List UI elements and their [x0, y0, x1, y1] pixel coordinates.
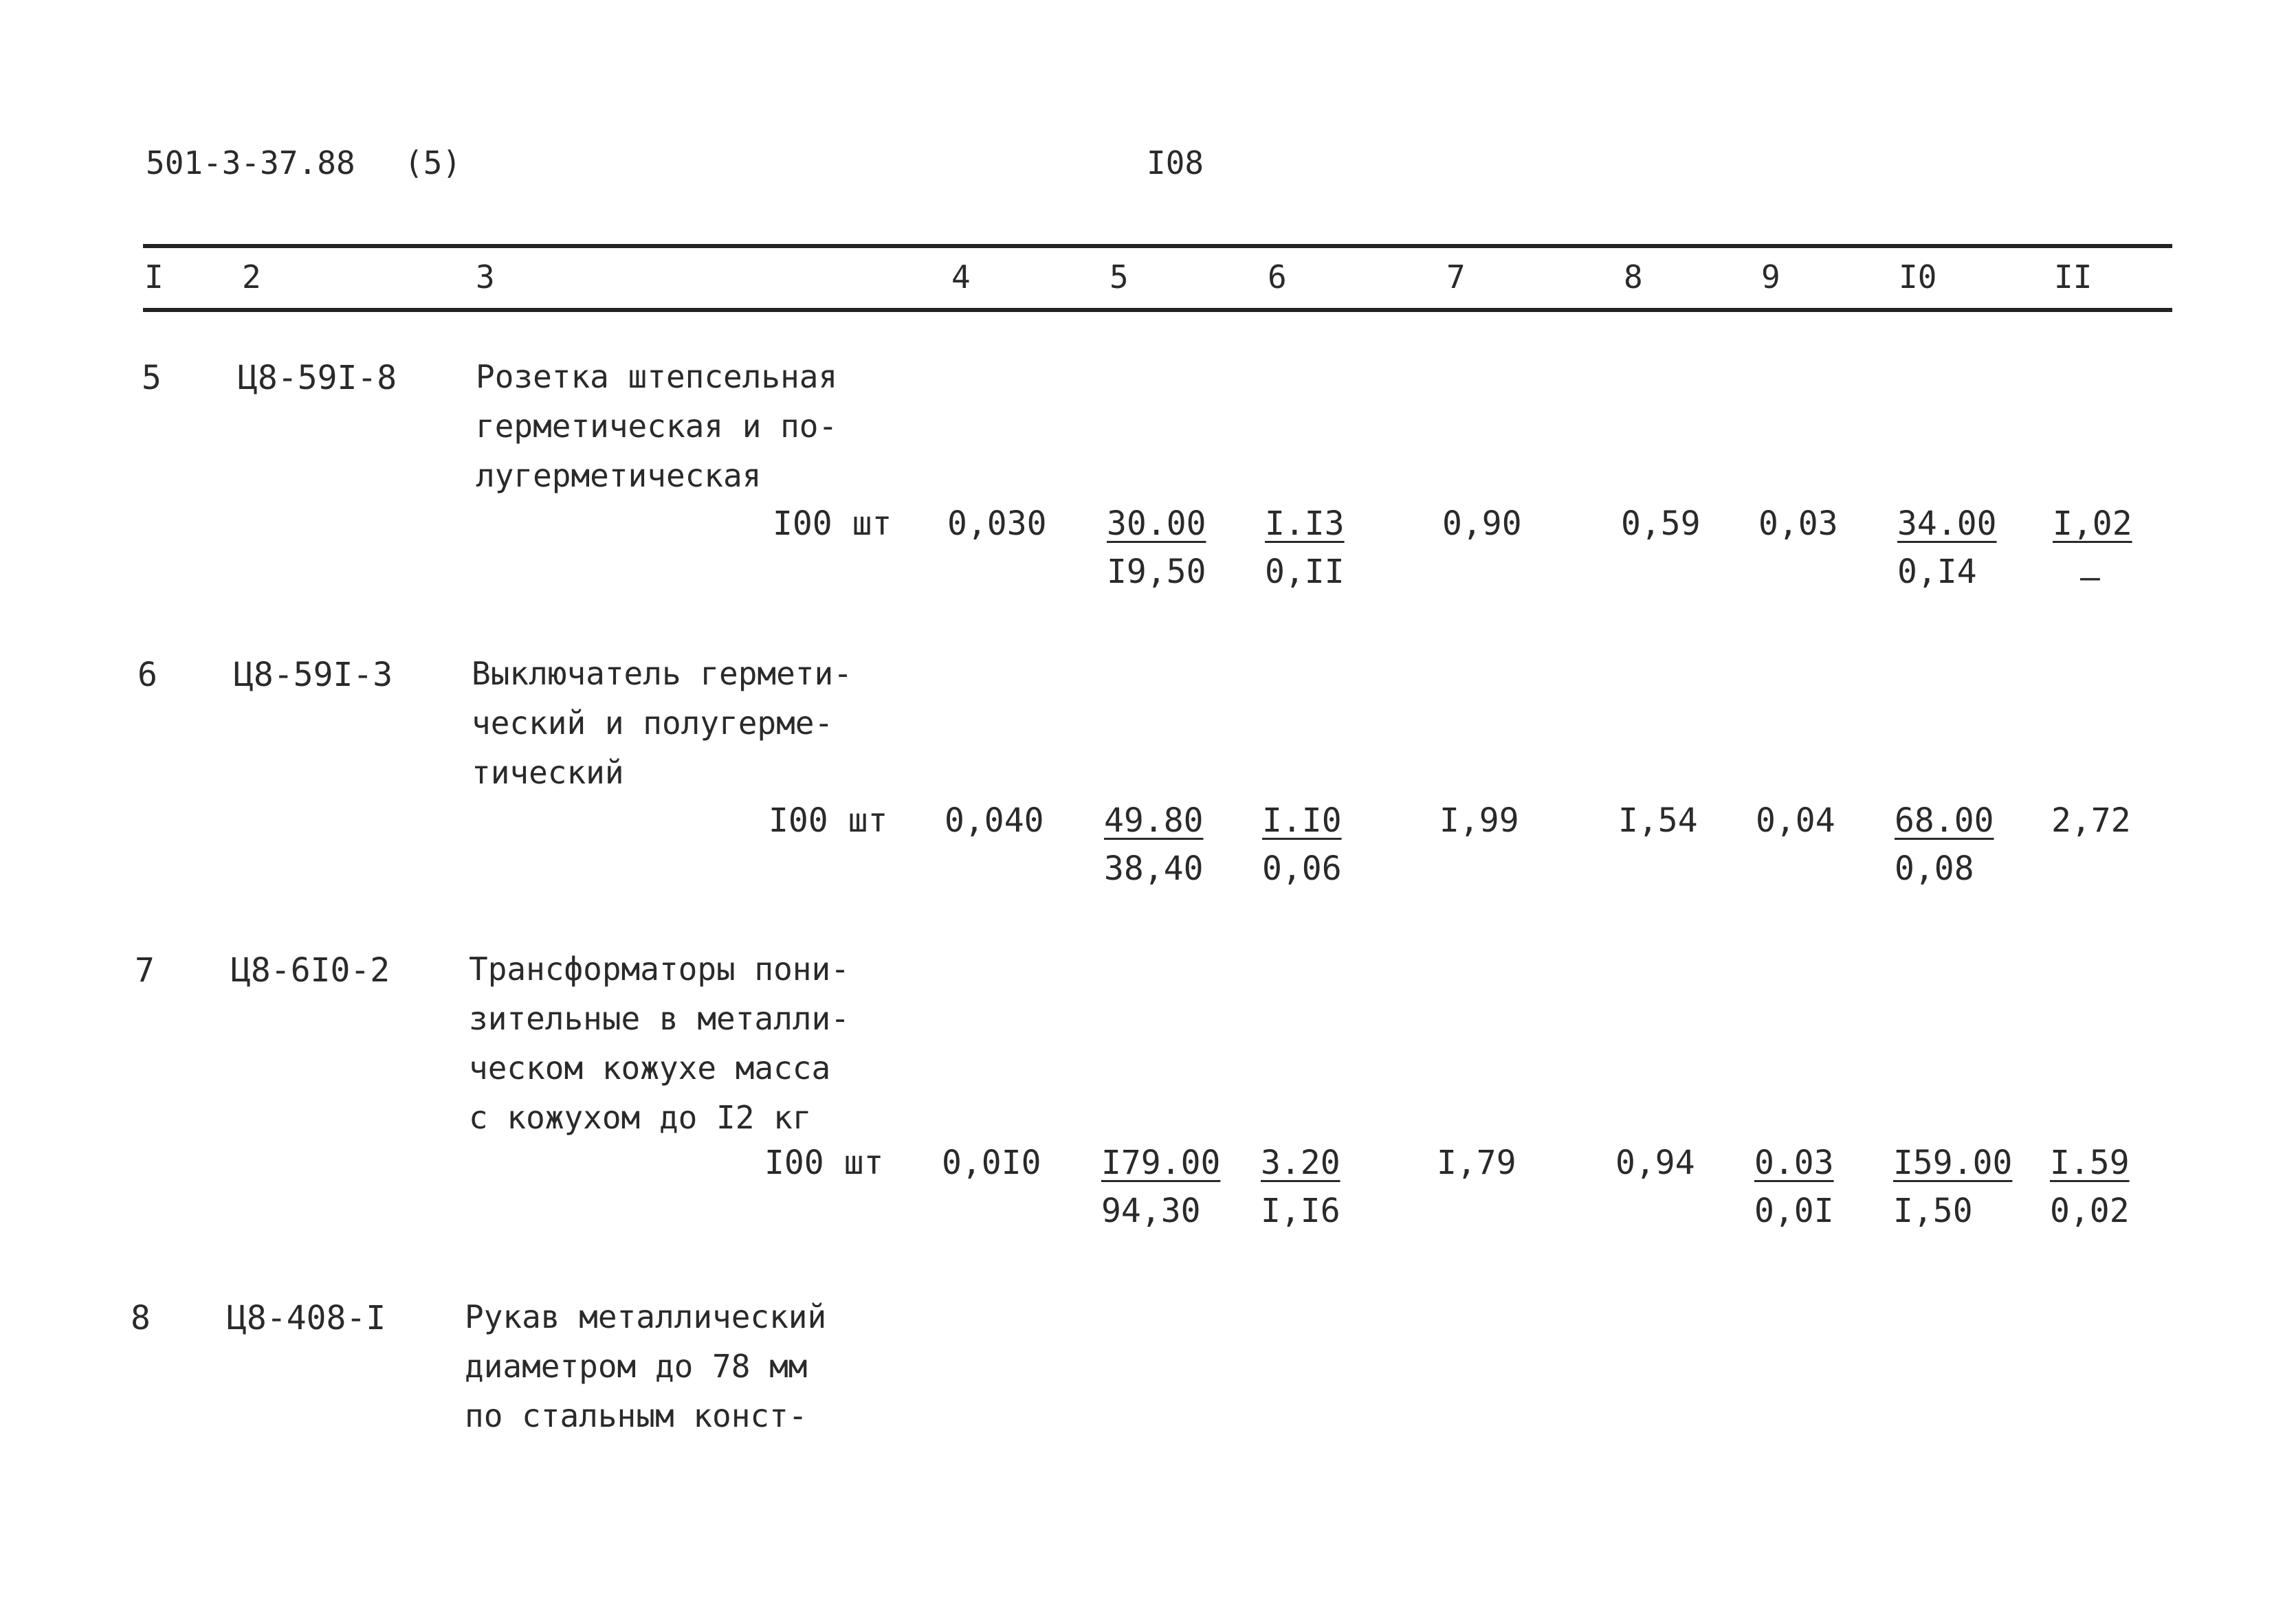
price-code: Ц8-408-I	[227, 1299, 386, 1337]
row-number: 5	[142, 359, 162, 397]
description-line: с кожухом до I2 кг	[469, 1099, 812, 1136]
column-header-6: 6	[1268, 258, 1287, 296]
description-line: по стальным конст-	[465, 1397, 808, 1434]
cell-col5-bottom: I9,50	[1107, 553, 1206, 591]
cell-col10-top: 34.00	[1897, 504, 1997, 543]
cell-col11-bottom: –	[2080, 558, 2100, 597]
price-code: Ц8-6I0-2	[231, 951, 390, 990]
column-header-5: 5	[1110, 258, 1129, 296]
cell-col5-top: 49.80	[1104, 801, 1204, 840]
column-header-3: 3	[476, 258, 495, 296]
cell-col4: 0,040	[945, 801, 1044, 840]
description-line: Рукав металлический	[465, 1298, 827, 1335]
cell-col6-top: I.I3	[1265, 504, 1345, 543]
column-header-11: II	[2054, 258, 2093, 296]
cell-col10-bottom: 0,08	[1895, 849, 1974, 888]
row-number: 8	[131, 1299, 151, 1337]
cell-col5-bottom: 38,40	[1104, 849, 1204, 888]
table-header-rule	[143, 308, 2172, 312]
description-line: ческом кожухе масса	[469, 1049, 831, 1087]
cell-col7: I,99	[1439, 801, 1519, 840]
column-header-9: 9	[1761, 258, 1780, 296]
page-number: I08	[1147, 144, 1204, 181]
cell-col6-top: 3.20	[1261, 1144, 1340, 1182]
cell-col10-bottom: 0,I4	[1897, 553, 1977, 591]
document-code: 501-3-37.88	[146, 144, 355, 181]
table-top-rule	[143, 244, 2172, 248]
cell-col10-bottom: I,50	[1893, 1192, 1973, 1230]
unit-of-measure: I00 шт	[773, 504, 892, 543]
item-description	[472, 649, 852, 797]
cell-col7: 0,90	[1442, 504, 1522, 543]
column-header-10: I0	[1899, 258, 1937, 296]
description-line: герметическая и по-	[476, 408, 838, 445]
cell-col6-top: I.I0	[1262, 801, 1342, 840]
unit-of-measure: I00 шт	[769, 801, 888, 840]
cell-col11-top: I,02	[2053, 504, 2132, 543]
document-part: (5)	[404, 144, 462, 181]
price-code: Ц8-59I-3	[234, 656, 393, 694]
description-line: лугерметическая	[476, 457, 762, 494]
unit-of-measure: I00 шт	[764, 1144, 884, 1182]
cell-col10-top: 68.00	[1895, 801, 1994, 840]
cell-col9-top: 0,03	[1758, 504, 1838, 543]
description-line: Трансформаторы пони-	[469, 950, 850, 988]
description-line: ческий и полугерме-	[472, 704, 834, 742]
cell-col10-top: I59.00	[1893, 1144, 2013, 1182]
cell-col6-bottom: 0,II	[1265, 553, 1345, 591]
cell-col9-top: 0.03	[1754, 1144, 1834, 1182]
cell-col4: 0,030	[947, 504, 1047, 543]
price-code: Ц8-59I-8	[238, 359, 397, 397]
description-line: зительные в металли-	[469, 1000, 850, 1037]
item-description	[469, 944, 850, 1142]
item-description	[476, 352, 837, 500]
cell-col5-bottom: 94,30	[1101, 1192, 1201, 1230]
cell-col9-top: 0,04	[1756, 801, 1835, 840]
column-header-4: 4	[951, 258, 971, 296]
row-number: 6	[137, 656, 157, 694]
cell-col4: 0,0I0	[942, 1144, 1041, 1182]
cell-col6-bottom: I,I6	[1261, 1192, 1340, 1230]
cell-col7: I,79	[1437, 1144, 1516, 1182]
cell-col8: 0,59	[1621, 504, 1701, 543]
cell-col11-top: 2,72	[2051, 801, 2131, 840]
cell-col6-bottom: 0,06	[1262, 849, 1342, 888]
column-header-1: I	[144, 258, 164, 296]
cell-col5-top: I79.00	[1101, 1144, 1221, 1182]
description-line: диаметром до 78 мм	[465, 1348, 808, 1385]
cell-col8: I,54	[1618, 801, 1698, 840]
cell-col5-top: 30.00	[1107, 504, 1206, 543]
description-line: тический	[472, 754, 624, 791]
column-header-7: 7	[1446, 258, 1466, 296]
cell-col9-bottom: 0,0I	[1754, 1192, 1834, 1230]
row-number: 7	[135, 951, 155, 990]
description-line: Розетка штепсельная	[476, 358, 838, 395]
description-line: Выключатель гермети-	[472, 655, 852, 692]
item-description	[465, 1292, 826, 1441]
column-header-2: 2	[242, 258, 261, 296]
cell-col8: 0,94	[1615, 1144, 1695, 1182]
column-header-8: 8	[1624, 258, 1643, 296]
cell-col11-top: I.59	[2050, 1144, 2130, 1182]
cell-col11-bottom: 0,02	[2050, 1192, 2130, 1230]
